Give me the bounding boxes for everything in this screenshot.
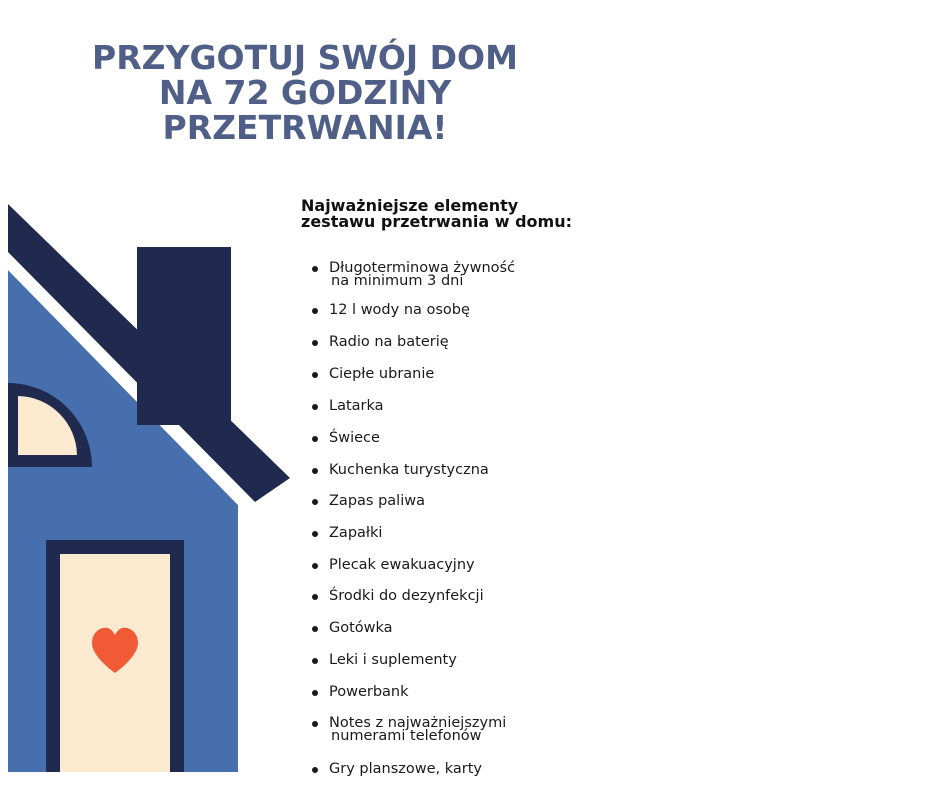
bullet [312,468,318,474]
bullet [312,767,318,773]
list-item-text: Plecak ewakuacyjny [329,557,475,573]
bullet [312,266,318,272]
list-item-text: Kuchenka turystyczna [329,462,489,478]
bullet [312,721,318,727]
list-item-text-cont: na minimum 3 dni [331,273,464,289]
list-item-text-cont: numerami telefonów [331,728,482,744]
title-line-2: NA 72 GODZINY [158,73,452,112]
bullet [312,531,318,537]
bullet [312,626,318,632]
list-heading-line-2: zestawu przetrwania w domu: [301,212,572,231]
list-item-text: Powerbank [329,684,409,700]
list-heading [301,198,572,230]
bullet [312,436,318,442]
bullet [312,499,318,505]
list-item-text: Leki i suplementy [329,652,457,668]
list-heading-line-1: Najważniejsze elementy [301,196,519,215]
list-item-text: Zapałki [329,525,383,541]
bullet [312,372,318,378]
title-line-3: PRZETRWANIA! [162,108,448,147]
bullet [312,340,318,346]
bullet [312,308,318,314]
list-item-text: Notes z najważniejszymi [329,715,507,731]
list-item-text: Ciepłe ubranie [329,366,435,382]
bullet [312,594,318,600]
list-item-text: Zapas paliwa [329,493,425,509]
list-item-text: Długoterminowa żywność [329,260,516,276]
title-line-1: PRZYGOTUJ SWÓJ DOM [92,38,518,77]
house-icon [0,0,300,788]
bullet [312,658,318,664]
list-item-text: Latarka [329,398,384,414]
list-item-text: Radio na baterię [329,334,449,350]
bullet [312,404,318,410]
bullet [312,563,318,569]
list-item-text: Gry planszowe, karty [329,761,482,777]
list-item-text: 12 l wody na osobę [329,302,470,318]
list-item-text: Gotówka [329,620,393,636]
list-item-text: Środki do dezynfekcji [329,588,484,604]
list-item-text: Świece [329,430,380,446]
bullet [312,690,318,696]
